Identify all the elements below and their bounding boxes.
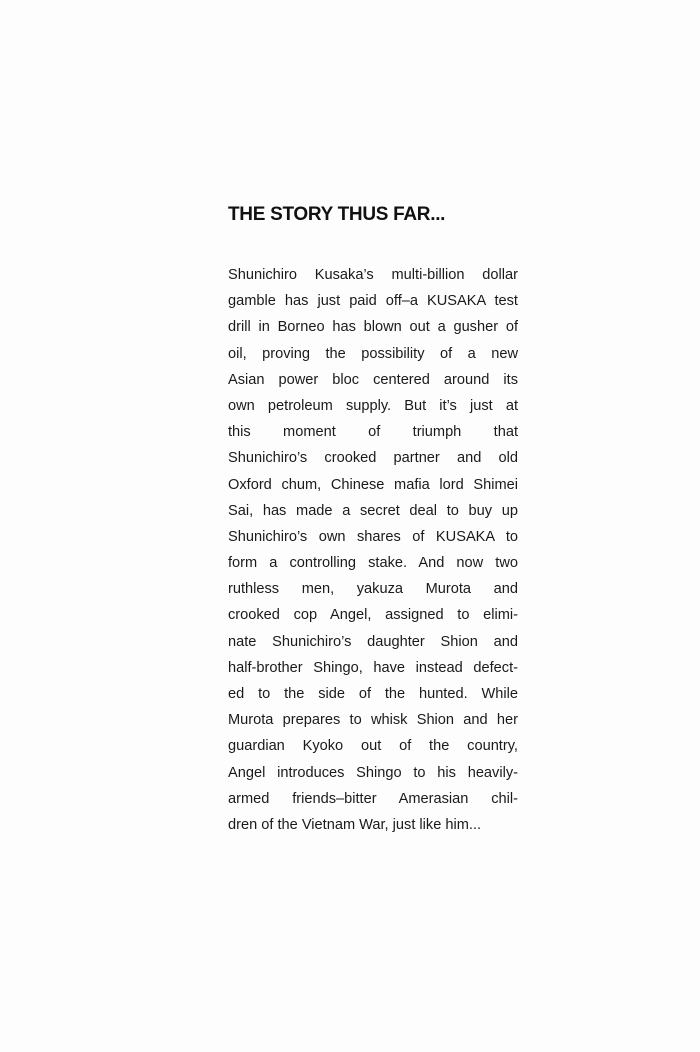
paragraph-line: nate Shunichiro’s daughter Shion and xyxy=(228,633,518,650)
paragraph-line: crooked cop Angel, assigned to elimi- xyxy=(228,607,518,624)
paragraph-line: armed friends–bitter Amerasian chil- xyxy=(228,790,518,807)
paragraph-line: Oxford chum, Chinese mafia lord Shimei xyxy=(228,476,518,493)
paragraph-line: Shunichiro Kusaka’s multi-billion dollar xyxy=(228,267,518,283)
story-paragraph xyxy=(228,262,518,838)
paragraph-line: ed to the side of the hunted. While xyxy=(228,686,518,702)
paragraph-line: gamble has just paid off–a KUSAKA test xyxy=(228,293,518,310)
paragraph-line: Shunichiro’s own shares of KUSAKA to xyxy=(228,528,518,545)
paragraph-line: ruthless men, yakuza Murota and xyxy=(228,581,518,598)
paragraph-line: form a controlling stake. And now two xyxy=(228,555,518,572)
paragraph-line: guardian Kyoko out of the country, xyxy=(228,738,518,755)
paragraph-line: Sai, has made a secret deal to buy up xyxy=(228,502,518,519)
paragraph-line: drill in Borneo has blown out a gusher of xyxy=(228,319,518,336)
paragraph-line: Angel introduces Shingo to his heavily- xyxy=(228,764,518,781)
paragraph-line: this moment of triumph that xyxy=(228,424,518,441)
paragraph-line: dren of the Vietnam War, just like him... xyxy=(228,816,482,833)
page-title: THE STORY THUS FAR... xyxy=(228,204,446,225)
paragraph-line: own petroleum supply. But it’s just at xyxy=(228,397,518,414)
paragraph-line: Murota prepares to whisk Shion and her xyxy=(228,712,518,729)
paragraph-line: oil, proving the possibility of a new xyxy=(228,345,518,362)
paragraph-line: half-brother Shingo, have instead defect- xyxy=(228,659,518,676)
paragraph-line: Asian power bloc centered around its xyxy=(228,371,518,388)
paragraph-line: Shunichiro’s crooked partner and old xyxy=(228,450,518,467)
